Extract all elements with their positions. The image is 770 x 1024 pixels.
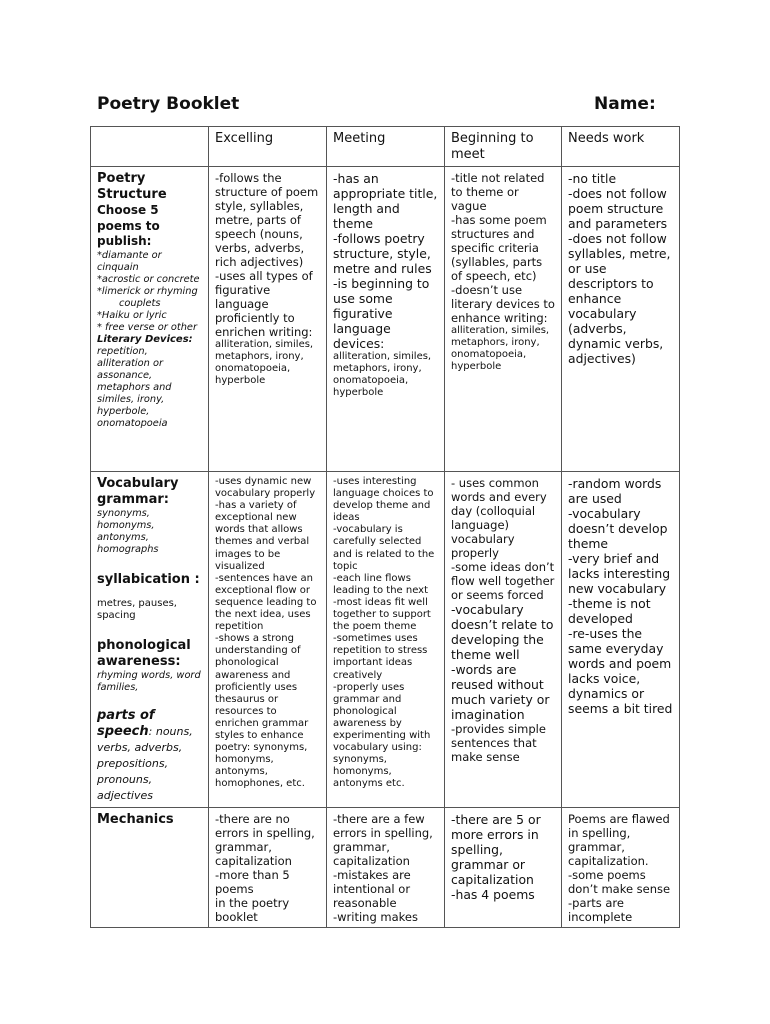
- row-poetry-structure: [91, 167, 680, 472]
- parts-of-speech-items: : nouns, verbs, adverbs, prepositions, pronouns, adjectives: [97, 725, 193, 802]
- cell-devices: alliteration, similes, metaphors, irony, onomatopoeia, hyperbole: [215, 339, 314, 387]
- criteria-items: synonyms, homonyms, antonyms, homographs: [97, 508, 159, 555]
- cell-text: Poems are flawed in spelling, grammar, capitalization. -some poems don’t make sense -parts are incomplete: [568, 812, 671, 924]
- cell-text: -no title -does not follow poem structure and parameters -does not follow syllables, metre, or use descriptors to enhance vocabulary (adverbs, dynamic verbs, adjectives): [568, 171, 671, 366]
- syllabication-items: metres, pauses, spacing: [97, 598, 177, 621]
- cell-text: - uses common words and every day (colloquial language) vocabulary properly -some ideas don’t flow well together or seems forced: [451, 476, 555, 602]
- poem-form: * free verse or other: [97, 321, 197, 333]
- header-meeting: Meeting: [327, 127, 445, 167]
- poem-form: *limerick or rhyming: [97, 285, 198, 297]
- header-excelling: Excelling: [209, 127, 327, 167]
- devices-label: Literary Devices:: [97, 333, 193, 345]
- criteria-vocabulary: [91, 472, 209, 808]
- row-vocabulary: [91, 472, 680, 808]
- parts-of-speech-label: parts of speech: [97, 708, 155, 739]
- cell-text: -there are a few errors in spelling, grammar, capitalization -mistakes are intentional or reasonable -writing makes: [333, 812, 433, 924]
- cell-text: -has an appropriate title, length and theme -follows poetry structure, style, metre and rules -is beginning to use some figurative language devices:: [333, 171, 438, 351]
- criteria-mechanics: [91, 808, 209, 928]
- cell-text: -there are 5 or more errors in spelling, grammar or capitalization -has 4 poems: [451, 812, 541, 902]
- header-needs-work: Needs work: [562, 127, 680, 167]
- cell-text: -vocabulary doesn’t relate to developing the theme well -words are reused without much variety or imagination: [451, 602, 554, 722]
- cell-text: -there are no errors in spelling, grammar, capitalization -more than 5 poems in the poetry booklet: [215, 812, 315, 924]
- name-label: Name:: [594, 94, 656, 114]
- criteria-subtitle: Choose 5 poems to publish:: [97, 203, 160, 248]
- cell-structure-meeting: [327, 167, 445, 472]
- syllabication-title: syllabication :: [97, 572, 200, 587]
- criteria-title: Poetry Structure: [97, 171, 167, 202]
- cell-devices: alliteration, similes, metaphors, irony, onomatopoeia, hyperbole: [333, 351, 432, 399]
- cell-vocabulary-beginning: [445, 472, 562, 808]
- cell-vocabulary-excelling: [209, 472, 327, 808]
- cell-text: -uses dynamic new vocabulary properly -has a variety of exceptional new words that allows themes and verbal images to be visualized -sentences have an exceptional flow or sequence leading to the next idea, uses repetition -shows a strong understanding of phonological awareness and proficiently uses thesaurus or resources to enrichen grammar styles to enhance poetry: synonyms, homonyms, antonyms, homophones, etc.: [215, 476, 317, 790]
- document-title: Poetry Booklet: [97, 94, 240, 114]
- cell-text: -follows the structure of poem style, syllables, metre, parts of speech (nouns, verbs, adverbs, rich adjectives) -uses all types of figurative language proficiently to enrichen writing:: [215, 171, 319, 339]
- poem-form: *Haiku or lyric: [97, 309, 167, 321]
- header-row: [91, 127, 680, 167]
- cell-text: -uses interesting language choices to develop theme and ideas -vocabulary is carefully selected and is related to the topic -each line flows leading to the next -most ideas fit well together to support the poem theme -sometimes uses repetition to stress important ideas creatively -properly uses grammar and phonological awareness by experimenting with vocabulary using: synonyms, homonyms, antonyms etc.: [333, 476, 435, 790]
- criteria-title: Vocabulary grammar:: [97, 476, 179, 507]
- poem-form: *acrostic or concrete: [97, 273, 200, 285]
- criteria-title: Mechanics: [97, 812, 174, 827]
- cell-text: -random words are used -vocabulary doesn’t develop theme -very brief and lacks interesting new vocabulary -theme is not developed -re-uses the same everyday words and poem lacks voice, dynamics or seems a bit tired: [568, 476, 673, 716]
- phonological-title: phonological awareness:: [97, 638, 191, 669]
- poem-form: couplets: [119, 297, 161, 309]
- cell-mechanics-excelling: [209, 808, 327, 928]
- row-mechanics: [91, 808, 680, 928]
- cell-mechanics-needs-work: [562, 808, 680, 928]
- cell-vocabulary-needs-work: [562, 472, 680, 808]
- devices-list: repetition, alliteration or assonance, metaphors and similes, irony, hyperbole, onomatopoeia: [97, 345, 172, 429]
- cell-structure-beginning: [445, 167, 562, 472]
- poem-form: *diamante or cinquain: [97, 249, 162, 273]
- parts-of-speech-title: [97, 708, 202, 804]
- cell-mechanics-beginning: [445, 808, 562, 928]
- cell-text: -title not related to theme or vague -has some poem structures and specific criteria (syllables, parts of speech, etc) -doesn’t use literary devices to enhance writing:: [451, 171, 555, 325]
- header-criteria: [91, 127, 209, 167]
- cell-structure-needs-work: [562, 167, 680, 472]
- phonological-items: rhyming words, word families,: [97, 670, 201, 693]
- cell-vocabulary-meeting: [327, 472, 445, 808]
- criteria-poetry-structure: [91, 167, 209, 472]
- header-beginning: Beginning to meet: [445, 127, 562, 167]
- rubric-table: [90, 126, 680, 928]
- cell-mechanics-meeting: [327, 808, 445, 928]
- cell-structure-excelling: [209, 167, 327, 472]
- cell-text: -provides simple sentences that make sense: [451, 722, 546, 764]
- cell-devices: alliteration, similes, metaphors, irony, onomatopoeia, hyperbole: [451, 325, 550, 373]
